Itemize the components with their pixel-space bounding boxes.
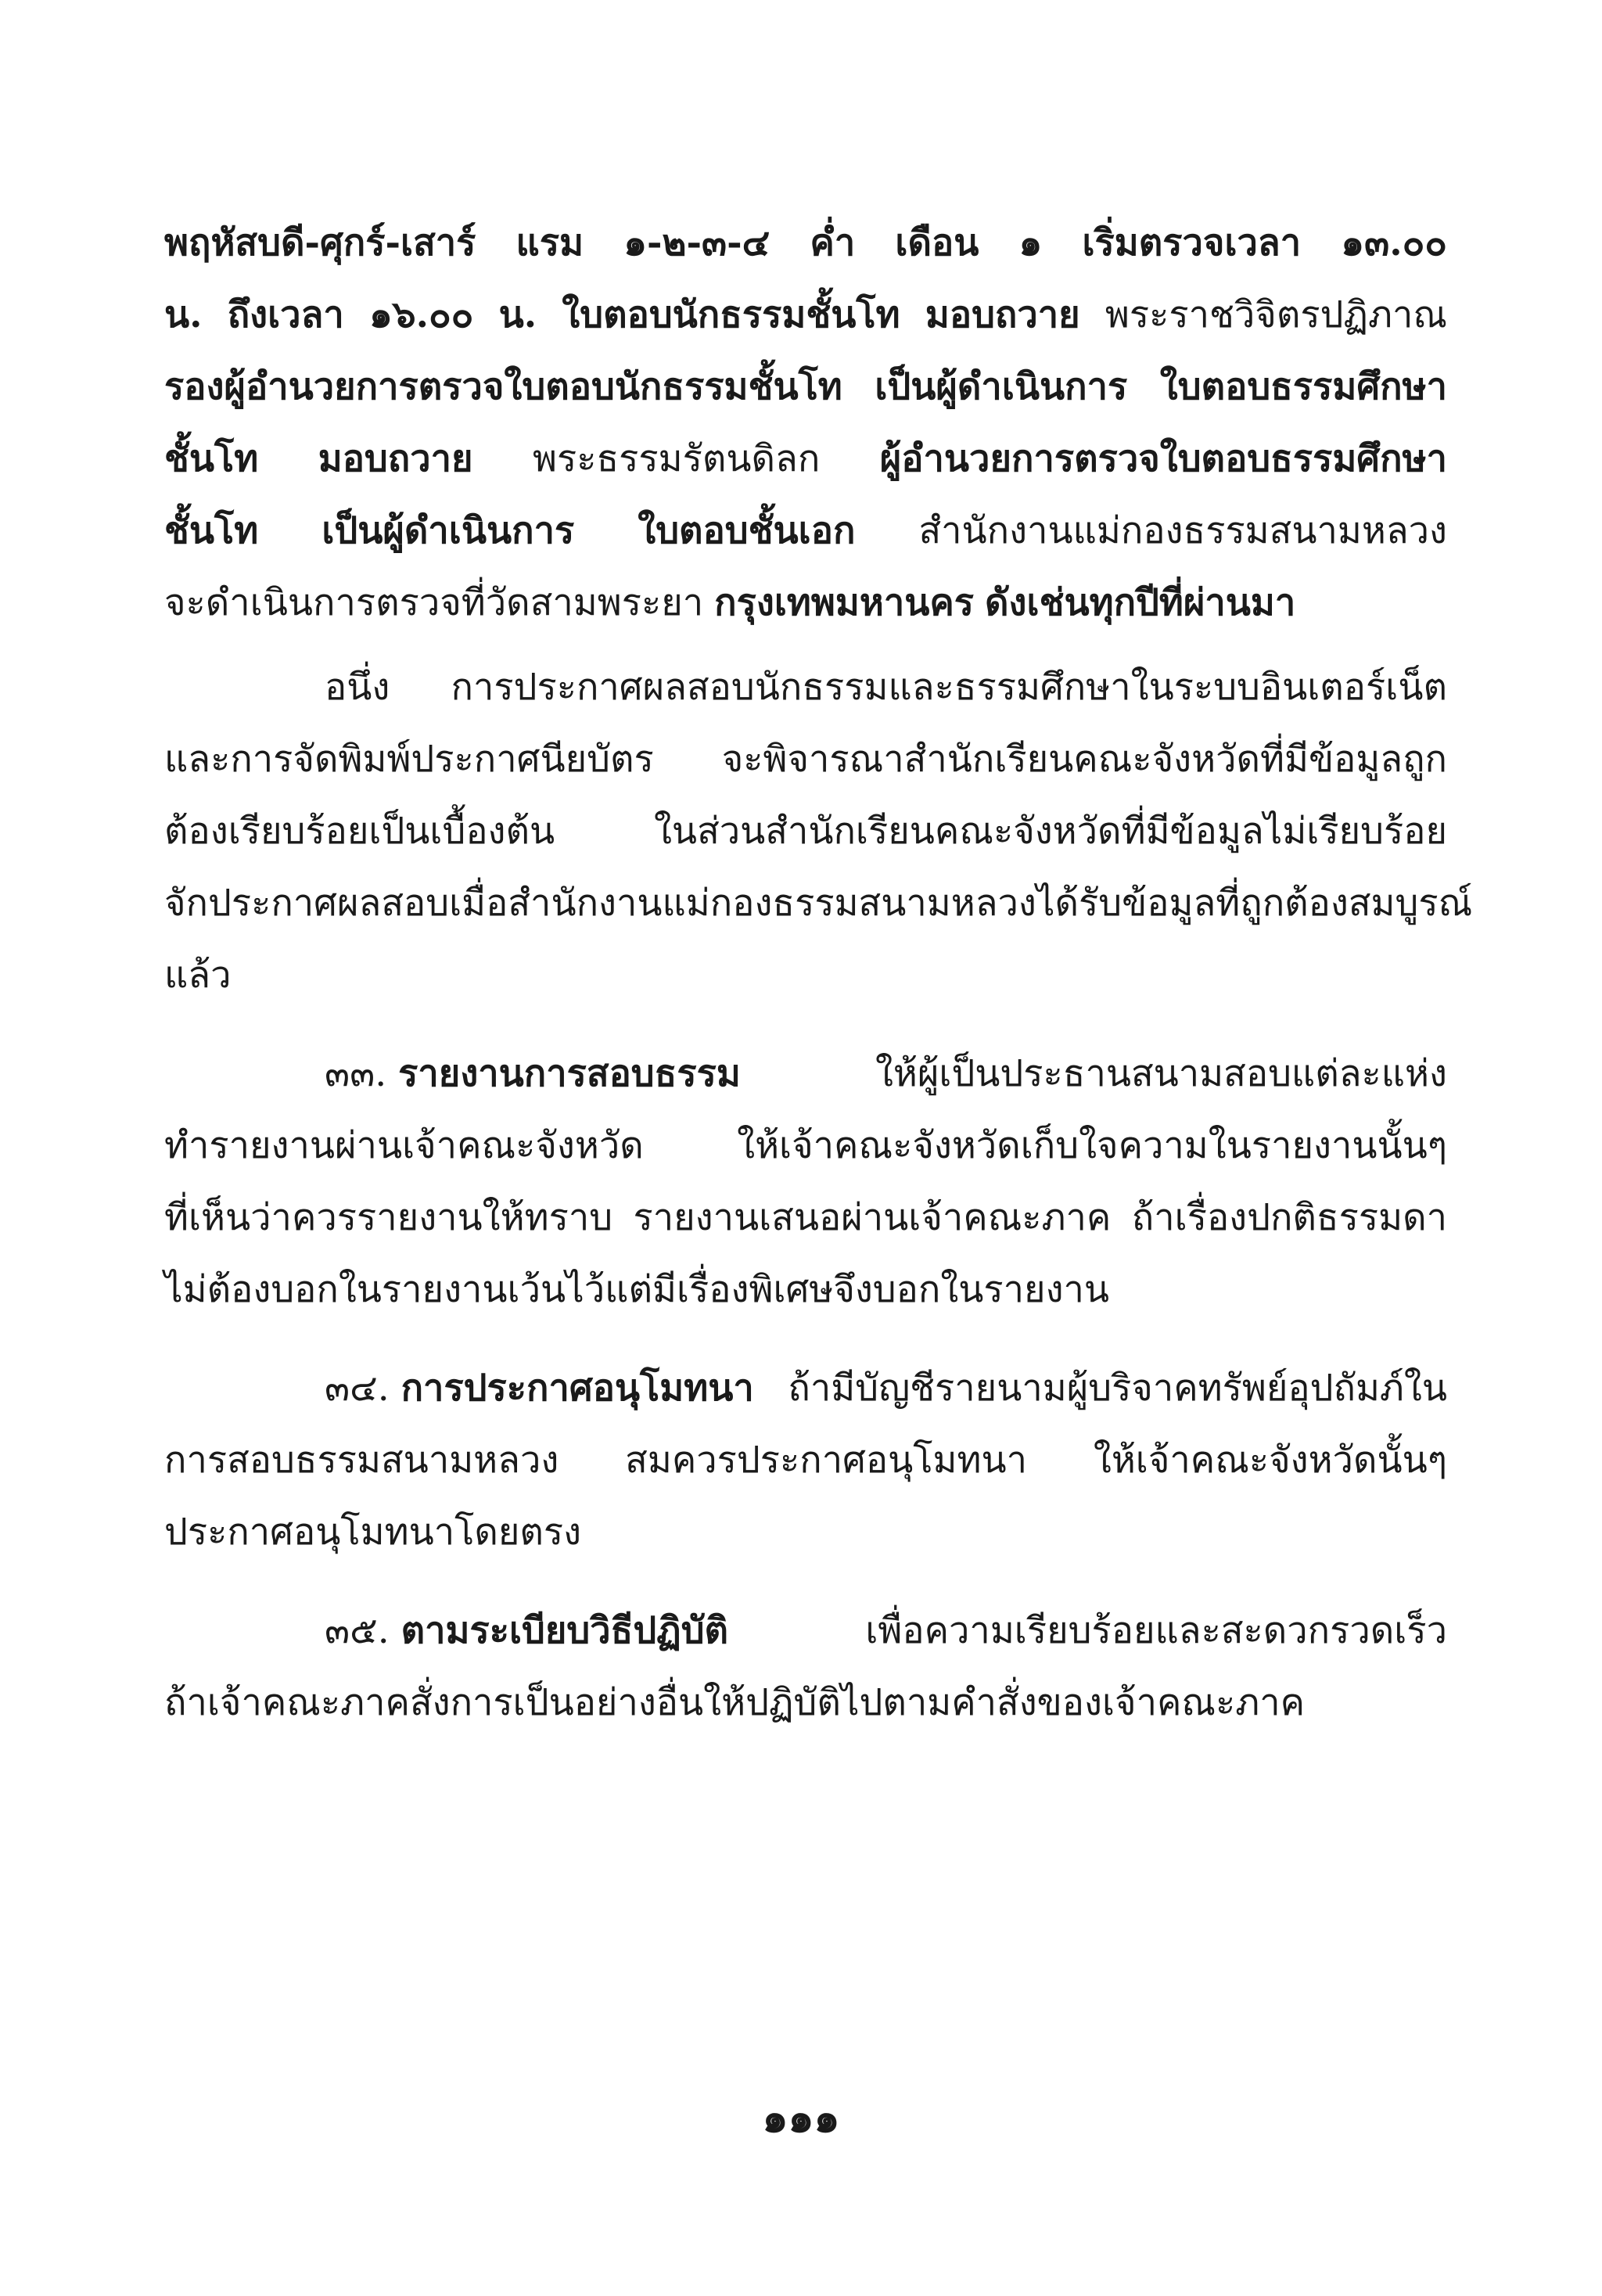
text-line — [164, 940, 1447, 1011]
text-run: ถ้าเรื่องปกติธรรมดา — [1131, 1196, 1447, 1239]
text-run: และการจัดพิมพ์ประกาศนียบัตร — [164, 738, 654, 781]
text-line — [164, 1667, 1447, 1739]
text-run: พระธรรมรัตนดิลก — [533, 437, 821, 480]
section-title: การประกาศอนุโมทนา — [400, 1367, 754, 1410]
text-run: ใบตอบธรรมศึกษา — [1159, 365, 1447, 408]
text-line — [164, 724, 1447, 796]
text-run: ชั้นโท — [164, 509, 259, 552]
text-run: ๑๓.๐๐ — [1341, 221, 1447, 264]
paragraph-exam-schedule — [164, 207, 1447, 639]
section-number: ๓๕. — [325, 1609, 390, 1652]
text-line — [164, 1497, 1447, 1568]
text-run: รองผู้อำนวยการตรวจใบตอบนักธรรมชั้นโท — [164, 365, 842, 408]
text-run: ให้ผู้เป็นประธานสนามสอบแต่ละแห่ง — [875, 1052, 1447, 1095]
text-line — [164, 351, 1447, 423]
text-line — [164, 423, 1447, 495]
section-number: ๓๓. — [325, 1052, 387, 1095]
section-number: ๓๔. — [325, 1367, 390, 1410]
page-number: ๑๑๑ — [762, 2094, 840, 2142]
section-heading — [325, 1038, 741, 1110]
text-run: ๑-๒-๓-๔ — [623, 221, 770, 264]
text-run: มอบถวาย — [318, 437, 473, 480]
section-title: รายงานการสอบธรรม — [398, 1052, 741, 1095]
text-run: แรม — [515, 221, 584, 264]
text-run: ถึงเวลา — [227, 293, 344, 336]
text-line — [164, 868, 1473, 940]
text-run: ดังเช่นทุกปีที่ผ่านมา — [985, 581, 1296, 624]
text-run: การประกาศผลสอบนักธรรมและธรรมศึกษาในระบบอินเตอร์เน็ต — [451, 666, 1447, 709]
text-run: เป็นผู้ดำเนินการ — [321, 509, 575, 552]
text-run: รายงานเสนอผ่านเจ้าคณะภาค — [633, 1196, 1112, 1239]
text-run: ในส่วนสำนักเรียนคณะจังหวัดที่มีข้อมูลไม่เรียบร้อย — [653, 810, 1447, 853]
section-33-exam-report — [164, 1038, 1447, 1326]
text-run: ต้องเรียบร้อยเป็นเบื้องต้น — [164, 810, 555, 853]
paragraph-spacing — [164, 1011, 1447, 1038]
text-run: ทำรายงานผ่านเจ้าคณะจังหวัด — [164, 1124, 644, 1167]
text-run: แล้ว — [164, 954, 232, 997]
text-line — [164, 495, 1447, 567]
text-run: ใบตอบนักธรรมชั้นโท — [562, 293, 900, 336]
text-run: ไม่ต้องบอกในรายงานเว้นไว้แต่มีเรื่องพิเศษจึงบอกในรายงาน — [164, 1268, 1110, 1311]
document-page — [164, 207, 1473, 1739]
text-run: เดือน — [895, 221, 979, 264]
text-run: ๑๖.๐๐ — [368, 293, 474, 336]
text-run: น. — [164, 293, 203, 336]
text-run: อนึ่ง — [325, 666, 390, 709]
text-line — [164, 1110, 1447, 1182]
text-run: ถ้าเจ้าคณะภาคสั่งการเป็นอย่างอื่นให้ปฏิบัติไปตามคำสั่งของเจ้าคณะภาค — [164, 1681, 1306, 1724]
section-35-procedure — [164, 1595, 1447, 1739]
text-line — [164, 796, 1447, 868]
text-run: ใบตอบชั้นเอก — [638, 509, 856, 552]
text-run: การสอบธรรมสนามหลวง — [164, 1439, 559, 1482]
paragraph-spacing — [164, 639, 1447, 652]
text-run: เริ่มตรวจเวลา — [1082, 221, 1302, 264]
text-run: ให้เจ้าคณะจังหวัดเก็บใจความในรายงานนั้นๆ — [737, 1124, 1447, 1167]
text-line — [164, 1353, 1447, 1425]
text-run: จะดำเนินการตรวจที่วัดสามพระยา — [164, 581, 704, 624]
text-run: ที่เห็นว่าควรรายงานให้ทราบ — [164, 1196, 613, 1239]
text-run: เพื่อความเรียบร้อยและสะดวกรวดเร็ว — [865, 1609, 1447, 1652]
section-title: ตามระเบียบวิธีปฏิบัติ — [400, 1609, 729, 1652]
text-run: ชั้นโท — [164, 437, 259, 480]
text-run: น. — [498, 293, 537, 336]
text-line — [164, 1038, 1447, 1110]
text-run: ค่ำ — [810, 221, 856, 264]
text-run: ผู้อำนวยการตรวจใบตอบธรรมศึกษา — [879, 437, 1447, 480]
paragraph-spacing — [164, 1326, 1447, 1353]
text-run: สมควรประกาศอนุโมทนา — [625, 1439, 1028, 1482]
text-run: ๑ — [1018, 221, 1043, 264]
text-run: ถ้ามีบัญชีรายนามผู้บริจาคทรัพย์อุปถัมภ์ใน — [788, 1367, 1447, 1410]
paragraph-result-announcement — [164, 652, 1473, 1011]
text-line — [164, 652, 1447, 724]
text-run: สำนักงานแม่กองธรรมสนามหลวง — [918, 509, 1447, 552]
text-run: ให้เจ้าคณะจังหวัดนั้นๆ — [1093, 1439, 1447, 1482]
text-line — [164, 1182, 1447, 1254]
text-run: ประกาศอนุโมทนาโดยตรง — [164, 1511, 582, 1554]
text-line — [164, 567, 1447, 639]
text-line — [164, 279, 1447, 351]
section-34-anumodana — [164, 1353, 1447, 1568]
text-run: เป็นผู้ดำเนินการ — [875, 365, 1128, 408]
text-run: จะพิจารณาสำนักเรียนคณะจังหวัดที่มีข้อมูลถูก — [721, 738, 1447, 781]
text-run: พฤหัสบดี-ศุกร์-เสาร์ — [164, 221, 476, 264]
section-heading — [325, 1595, 728, 1667]
text-run: พระราชวิจิตรปฏิภาณ — [1105, 293, 1447, 336]
text-line — [164, 1425, 1447, 1497]
section-heading — [325, 1353, 754, 1425]
text-run: จักประกาศผลสอบเมื่อสำนักงานแม่กองธรรมสนามหลวงได้รับข้อมูลที่ถูกต้องสมบูรณ์ — [164, 882, 1473, 925]
text-run: มอบถวาย — [925, 293, 1080, 336]
text-line — [164, 1254, 1447, 1326]
text-line — [164, 1595, 1447, 1667]
paragraph-spacing — [164, 1568, 1447, 1595]
text-line — [164, 207, 1447, 279]
text-run: กรุงเทพมหานคร — [714, 581, 975, 624]
